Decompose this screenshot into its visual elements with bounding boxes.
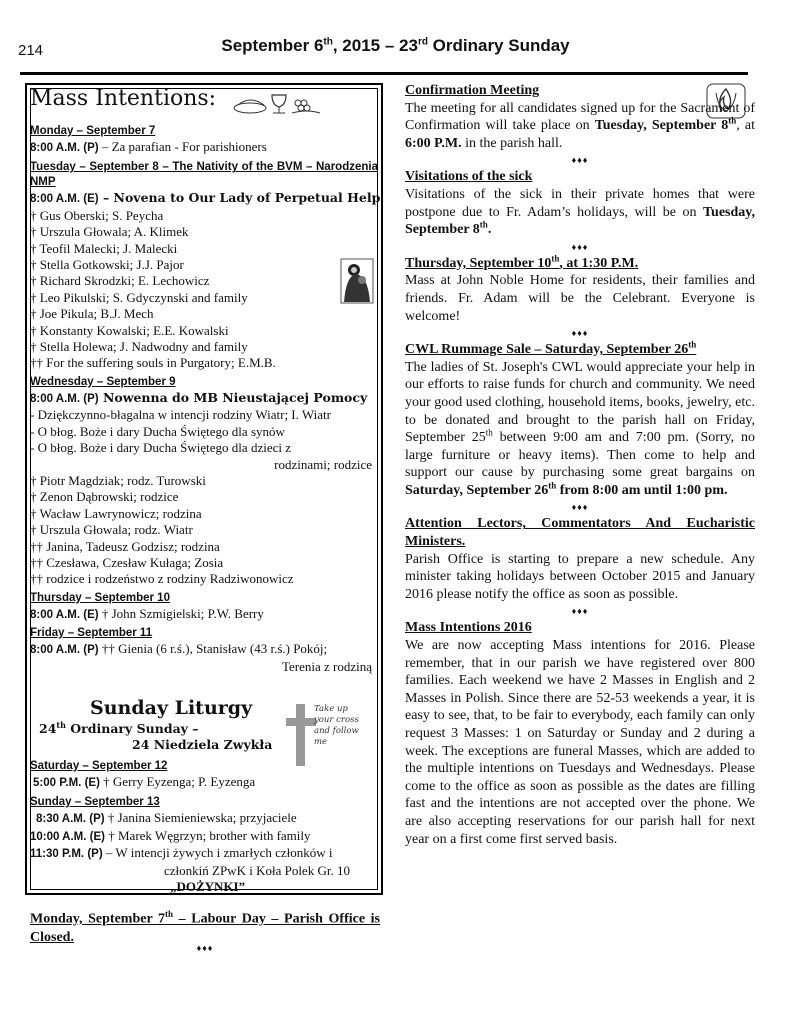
mass-time: 11:30 P.M. (P)	[30, 848, 103, 861]
thursday-mass-text: Mass at John Noble Home for residents, their families and friends. Fr. Adam will be the Celebrant. Everyone is welcome!	[405, 273, 755, 324]
intention-line: † Joe Pikula; B.J. Mech	[30, 306, 154, 322]
sunday-mass-entry	[30, 810, 380, 827]
intention-line: †† Czesława, Czesław Kułaga; Zosia	[30, 554, 224, 570]
intention-line: † Teofil Malecki; J. Malecki	[30, 240, 178, 256]
visitations-text: Visitations of the sick in their private homes that were postpone due to Fr. Adam’s holidays, will be on Tuesday, September 8th.	[405, 186, 755, 238]
wednesday-continuation: rodzinami; rodzice	[274, 456, 372, 472]
sunday-heading: Sunday – September 13	[30, 796, 160, 809]
liturgy-subtitle-polish: 24 Niedziela Zwykła	[132, 737, 273, 752]
mass-intentions-list	[30, 124, 380, 675]
intention-line: † Wacław Lawrynowicz; rodzina	[30, 505, 202, 521]
separator-diamonds: ♦♦♦	[571, 155, 589, 166]
mass-time: 8:30 A.M. (P)	[36, 813, 105, 826]
intention-line: - O błog. Boże i dary Ducha Świętego dla synów	[30, 423, 285, 439]
intention-line: †† For the suffering souls in Purgatory; E.M.B.	[30, 355, 276, 371]
intention-line: † Zenon Dąbrowski; rodzice	[30, 489, 179, 505]
separator-diamonds: ♦♦♦	[196, 943, 214, 953]
intention-line: - O błog. Boże i dary Ducha Świętego dla dzieci z	[30, 440, 291, 456]
wednesday-names	[30, 473, 380, 588]
confirmation-heading: Confirmation Meeting	[405, 83, 540, 98]
mass-intentions-title: Mass Intentions:	[30, 86, 217, 111]
sunday-mass-entry	[30, 828, 380, 845]
mass-intention: † Janina Siemieniewska; przyjaciele	[104, 810, 297, 826]
monday-entry: 8:00 A.M. (P) – Za parafian - For parishioners	[30, 139, 267, 154]
confirmation-text: The meeting for all candidates signed up for the Sacrament of Confirmation will take place on Tuesday, September 8th, at 6:00 P.M. in the parish hall.	[405, 100, 755, 151]
cwl-text: The ladies of St. Joseph's CWL would appreciate your help in our efforts to raise funds for church and community. We need your good used clothing, household items, books, jewelry, etc. to be donated and brought to the parish hall on Friday, September 25th between 9:00 am and 7:00 pm. (Sorry, no large furniture or heavy items). Then come to help and support our cause by purchasing some great bargains on Saturday, September 26th from 8:00 am until 1:00 pm.	[405, 359, 755, 498]
lectors-text: Parish Office is starting to prepare a new schedule. Any minister taking holidays between October 2015 and January 2016 please notify the office as soon as possible.	[405, 551, 755, 602]
saturday-entry: 5:00 P.M. (E) † Gerry Eyzenga; P. Eyzenga	[33, 774, 256, 789]
monday-heading: Monday – September 7	[30, 125, 156, 137]
intention-line: † Konstanty Kowalski; E.E. Kowalski	[30, 322, 229, 338]
wednesday-heading: Wednesday – September 9	[30, 375, 176, 388]
page-number: 214	[18, 42, 44, 59]
separator-diamonds: ♦♦♦	[571, 328, 589, 339]
intention-line: - Dziękczynno-błagalna w intencji rodziny Wiatr; I. Wiatr	[30, 407, 331, 423]
separator-diamonds: ♦♦♦	[571, 241, 589, 252]
intentions-2016-text: We are now accepting Mass intentions for 2016. Please remember, that in our parish we have registered over 800 families. Each weekend we have 2 Masses in English and 2 Masses in Polish. Since there are 52-53 weekends a year, it is easy to see, that, to be fair to everybody, each family can only request 3 Masses: 1 on Saturday or Sunday and 2 during a week. The exceptions are funeral Masses, which are added to the multiple intentions on Tuesdays and Wednesdays. Please come to the office as soon as possible as the dates are filling fast and the intentions are not accepted over the phone. We are also accepting reservations for our parish hall for next year on a first come first served basis.	[405, 638, 755, 847]
chalice-bread-grapes-icon	[232, 91, 322, 117]
lectors-heading: Attention Lectors, Commentators And Eucharistic Ministers.	[405, 516, 755, 550]
cwl-heading: CWL Rummage Sale – Saturday, September 26th	[405, 339, 697, 358]
thursday-heading: Thursday – September 10	[30, 591, 170, 604]
tuesday-entry: 8:00 A.M. (E) – Novena to Our Lady of Perpetual Help	[30, 190, 381, 206]
our-lady-of-perpetual-help-icon	[340, 258, 374, 304]
friday-heading: Friday – September 11	[30, 627, 153, 640]
intention-line: † Urszula Głowala; rodz. Wiatr	[30, 522, 193, 538]
intention-line: † Urszula Głowala; A. Klimek	[30, 224, 189, 240]
intention-line: † Leo Pikulski; S. Gdyczynski and family	[30, 289, 248, 305]
wednesday-entry: 8:00 A.M. (P) Nowenna do MB Nieustającej Pomocy	[30, 389, 368, 405]
visitations-heading: Visitations of the sick	[405, 169, 533, 185]
sunday-liturgy-title: Sunday Liturgy	[90, 697, 253, 719]
separator-diamonds: ♦♦♦	[571, 606, 589, 617]
weekend-schedule	[30, 759, 380, 895]
page-title: September 6th, 2015 – 23rd Ordinary Sunday	[221, 36, 570, 55]
intention-line: † Stella Gotkowski; J.J. Pajor	[30, 257, 184, 273]
separator-diamonds: ♦♦♦	[571, 502, 589, 513]
sunday-continuation-2: „DOŻYNKI”	[170, 879, 246, 895]
intention-line: † Piotr Magdziak; rodz. Turowski	[30, 472, 206, 488]
intention-line: †† Janina, Tadeusz Godzisz; rodzina	[30, 538, 220, 554]
sunday-continuation-1: członkiń ZPwK i Koła Polek Gr. 10	[164, 862, 350, 878]
saturday-heading: Saturday – September 12	[30, 760, 168, 772]
mass-time: 10:00 A.M. (E)	[30, 830, 105, 843]
liturgy-subtitle-english: 24th Ordinary Sunday –	[39, 720, 199, 737]
labour-day-notice: Monday, September 7th – Labour Day – Parish Office is Closed.	[30, 909, 380, 945]
intention-line: † Gus Oberski; S. Peycha	[30, 207, 164, 223]
cross-icon	[286, 700, 366, 768]
intentions-2016-heading: Mass Intentions 2016	[405, 620, 532, 636]
intention-line: † Richard Skrodzki; E. Lechowicz	[30, 273, 210, 289]
intention-line: †† rodzice i rodzeństwo z rodziny Radziwonowicz	[30, 571, 294, 587]
mass-intention: – W intencji żywych i zmarłych członków i	[102, 845, 333, 861]
intention-line: † Stella Holewa; J. Nadwodny and family	[30, 339, 248, 355]
friday-continuation: Terenia z rodziną	[281, 658, 372, 674]
thursday-mass-heading: Thursday, September 10th, at 1:30 P.M.	[405, 253, 639, 271]
sunday-entries	[30, 810, 380, 862]
wednesday-lines	[30, 407, 380, 456]
friday-entry: 8:00 A.M. (P) †† Gienia (6 r.ś.), Stanisław (43 r.ś.) Pokój;	[30, 641, 328, 657]
tuesday-heading: Tuesday – September 8 – The Nativity of the BVM – Narodzenia NMP	[30, 161, 378, 189]
tuesday-names	[30, 208, 380, 372]
mass-intention: † Marek Węgrzyn; brother with family	[104, 827, 311, 843]
thursday-entry: 8:00 A.M. (E) † John Szmigielski; P.W. Berry	[30, 605, 264, 621]
header-rule	[20, 72, 748, 75]
announcements-column	[405, 82, 755, 848]
cross-caption: Take up your cross and follow me	[314, 704, 359, 747]
sunday-mass-entry	[30, 845, 380, 862]
